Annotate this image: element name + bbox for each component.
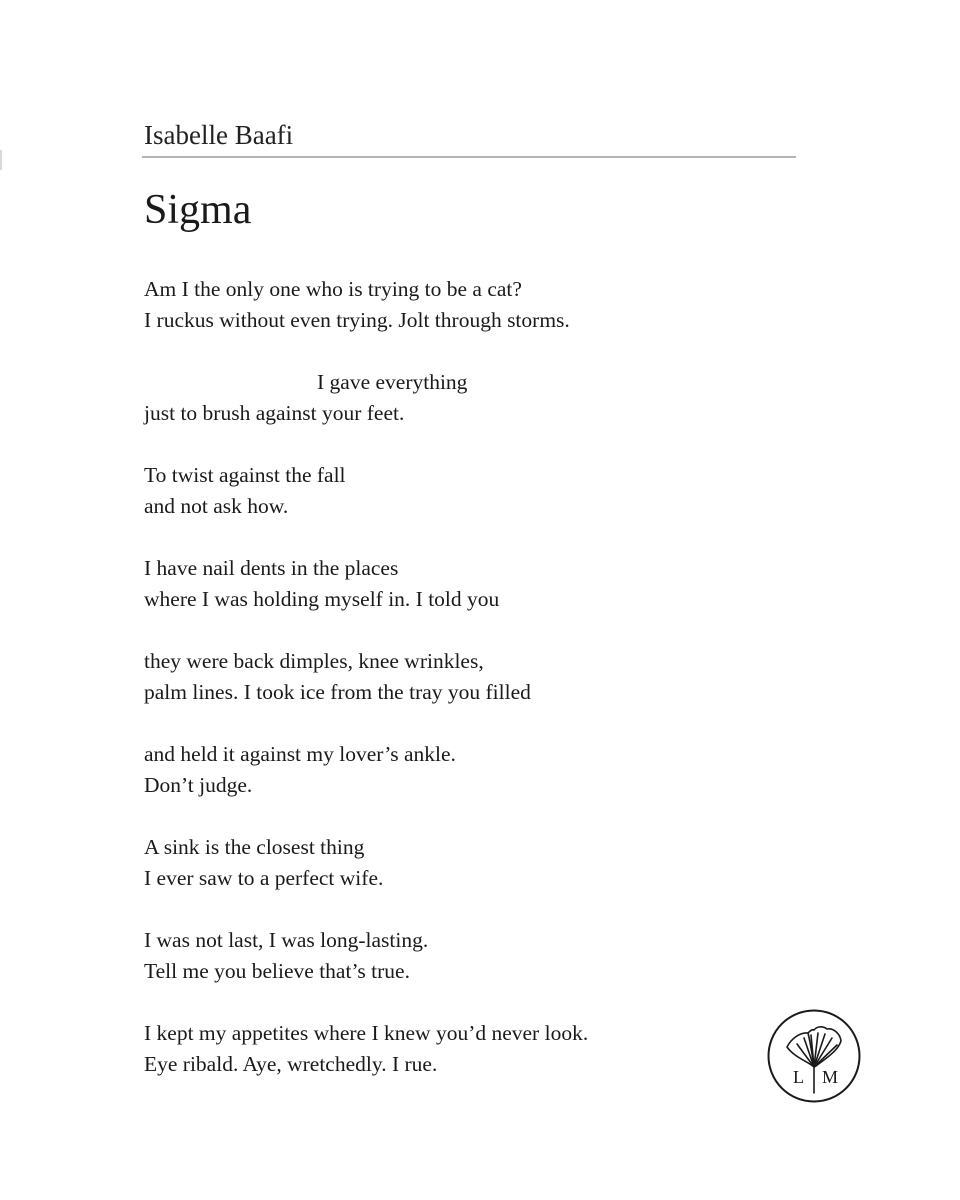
author-name: Isabelle Baafi <box>144 120 294 150</box>
poem-line: I gave everything <box>317 370 468 394</box>
stanza <box>144 367 744 429</box>
poem-title: Sigma <box>144 187 252 233</box>
poem-line: Tell me you believe that’s true. <box>144 959 410 983</box>
poem-line: just to brush against your feet. <box>144 401 405 425</box>
poem-line: I kept my appetites where I knew you’d never look. <box>144 1021 589 1045</box>
stanza <box>144 553 744 615</box>
poem-line: To twist against the fall <box>144 463 346 487</box>
stanza <box>144 925 744 987</box>
page-edge-mark <box>0 150 2 170</box>
poem-body <box>144 274 744 1111</box>
poem-line: I ruckus without even trying. Jolt through storms. <box>144 308 570 332</box>
poem-line: palm lines. I took ice from the tray you filled <box>144 680 531 704</box>
logo-letter-m: M <box>822 1067 839 1087</box>
poem-line: where I was holding myself in. I told you <box>144 587 500 611</box>
poem-line: I was not last, I was long-lasting. <box>144 928 429 952</box>
poem-line: they were back dimples, knee wrinkles, <box>144 649 484 673</box>
poem-line: and held it against my lover’s ankle. <box>144 742 456 766</box>
stanza <box>144 646 744 708</box>
stanza <box>144 274 744 336</box>
poem-line: and not ask how. <box>144 494 289 518</box>
poem-line: I have nail dents in the places <box>144 556 399 580</box>
poem-line: I ever saw to a perfect wife. <box>144 866 384 890</box>
poem-line: A sink is the closest thing <box>144 835 365 859</box>
stanza <box>144 739 744 801</box>
poem-line: Eye ribald. Aye, wretchedly. I rue. <box>144 1052 438 1076</box>
stanza <box>144 1018 744 1080</box>
publisher-logo <box>767 1009 861 1103</box>
stanza <box>144 832 744 894</box>
stanza <box>144 460 744 522</box>
header-divider <box>142 156 796 158</box>
poem-line: Am I the only one who is trying to be a cat? <box>144 277 522 301</box>
logo-letter-l: L <box>793 1067 804 1087</box>
poem-line: Don’t judge. <box>144 773 253 797</box>
ginkgo-leaf-icon <box>767 1009 861 1103</box>
